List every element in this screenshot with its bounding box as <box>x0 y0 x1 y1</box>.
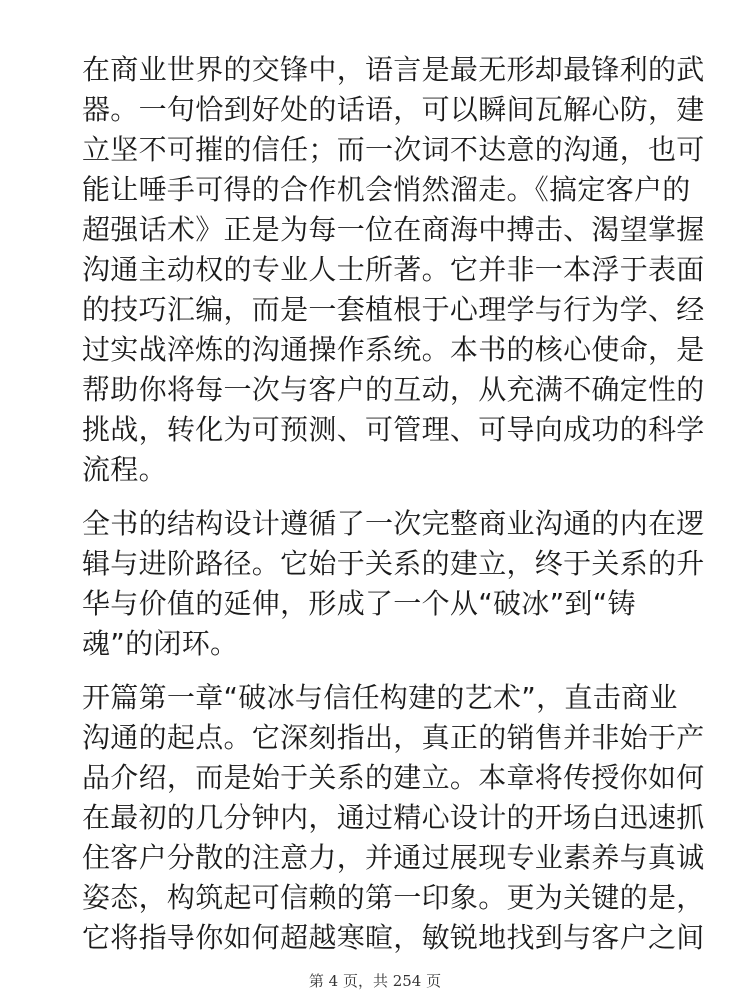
page-number-footer: 第 4 页，共 254 页 <box>308 972 442 990</box>
text-line: 沟通的起点。它深刻指出，真正的销售并非始于产 <box>82 721 705 754</box>
text-line: 在商业世界的交锋中，语言是最无形却最锋利的武 <box>82 53 705 86</box>
text-line: 开篇第一章“破冰与信任构建的艺术”，直击商业 <box>82 681 678 714</box>
body-text <box>82 50 705 972</box>
text-line: 魂”的闭环。 <box>82 627 239 660</box>
text-line: 住客户分散的注意力，并通过展现专业素养与真诚 <box>82 841 705 874</box>
text-line: 超强话术》正是为每一位在商海中搏击、渴望掌握 <box>82 213 705 246</box>
text-line: 姿态，构筑起可信赖的第一印象。更为关键的是， <box>82 881 705 914</box>
text-line: 华与价值的延伸，形成了一个从“破冰”到“铸 <box>82 587 636 620</box>
paragraph-intro <box>82 50 705 490</box>
text-line: 在最初的几分钟内，通过精心设计的开场白迅速抓 <box>82 801 705 834</box>
text-line: 的技巧汇编，而是一套植根于心理学与行为学、经 <box>82 293 705 326</box>
text-line: 沟通主动权的专业人士所著。它并非一本浮于表面 <box>82 253 705 286</box>
paragraph-structure <box>82 504 705 664</box>
text-line: 过实战淬炼的沟通操作系统。本书的核心使命，是 <box>82 333 705 366</box>
text-line: 能让唾手可得的合作机会悄然溜走。《搞定客户的 <box>82 173 691 206</box>
text-line: 辑与进阶路径。它始于关系的建立，终于关系的升 <box>82 547 705 580</box>
paragraph-chapter-one <box>82 678 705 958</box>
text-line: 品介绍，而是始于关系的建立。本章将传授你如何 <box>82 761 705 794</box>
text-line: 它将指导你如何超越寒暄，敏锐地找到与客户之间 <box>82 921 705 954</box>
text-line: 挑战，转化为可预测、可管理、可导向成功的科学 <box>82 413 705 446</box>
text-line: 立坚不可摧的信任；而一次词不达意的沟通，也可 <box>82 133 705 166</box>
text-line: 器。一句恰到好处的话语，可以瞬间瓦解心防，建 <box>82 93 705 126</box>
text-line: 帮助你将每一次与客户的互动，从充满不确定性的 <box>82 373 705 406</box>
text-line: 全书的结构设计遵循了一次完整商业沟通的内在逻 <box>82 507 705 540</box>
text-line: 流程。 <box>82 453 167 486</box>
